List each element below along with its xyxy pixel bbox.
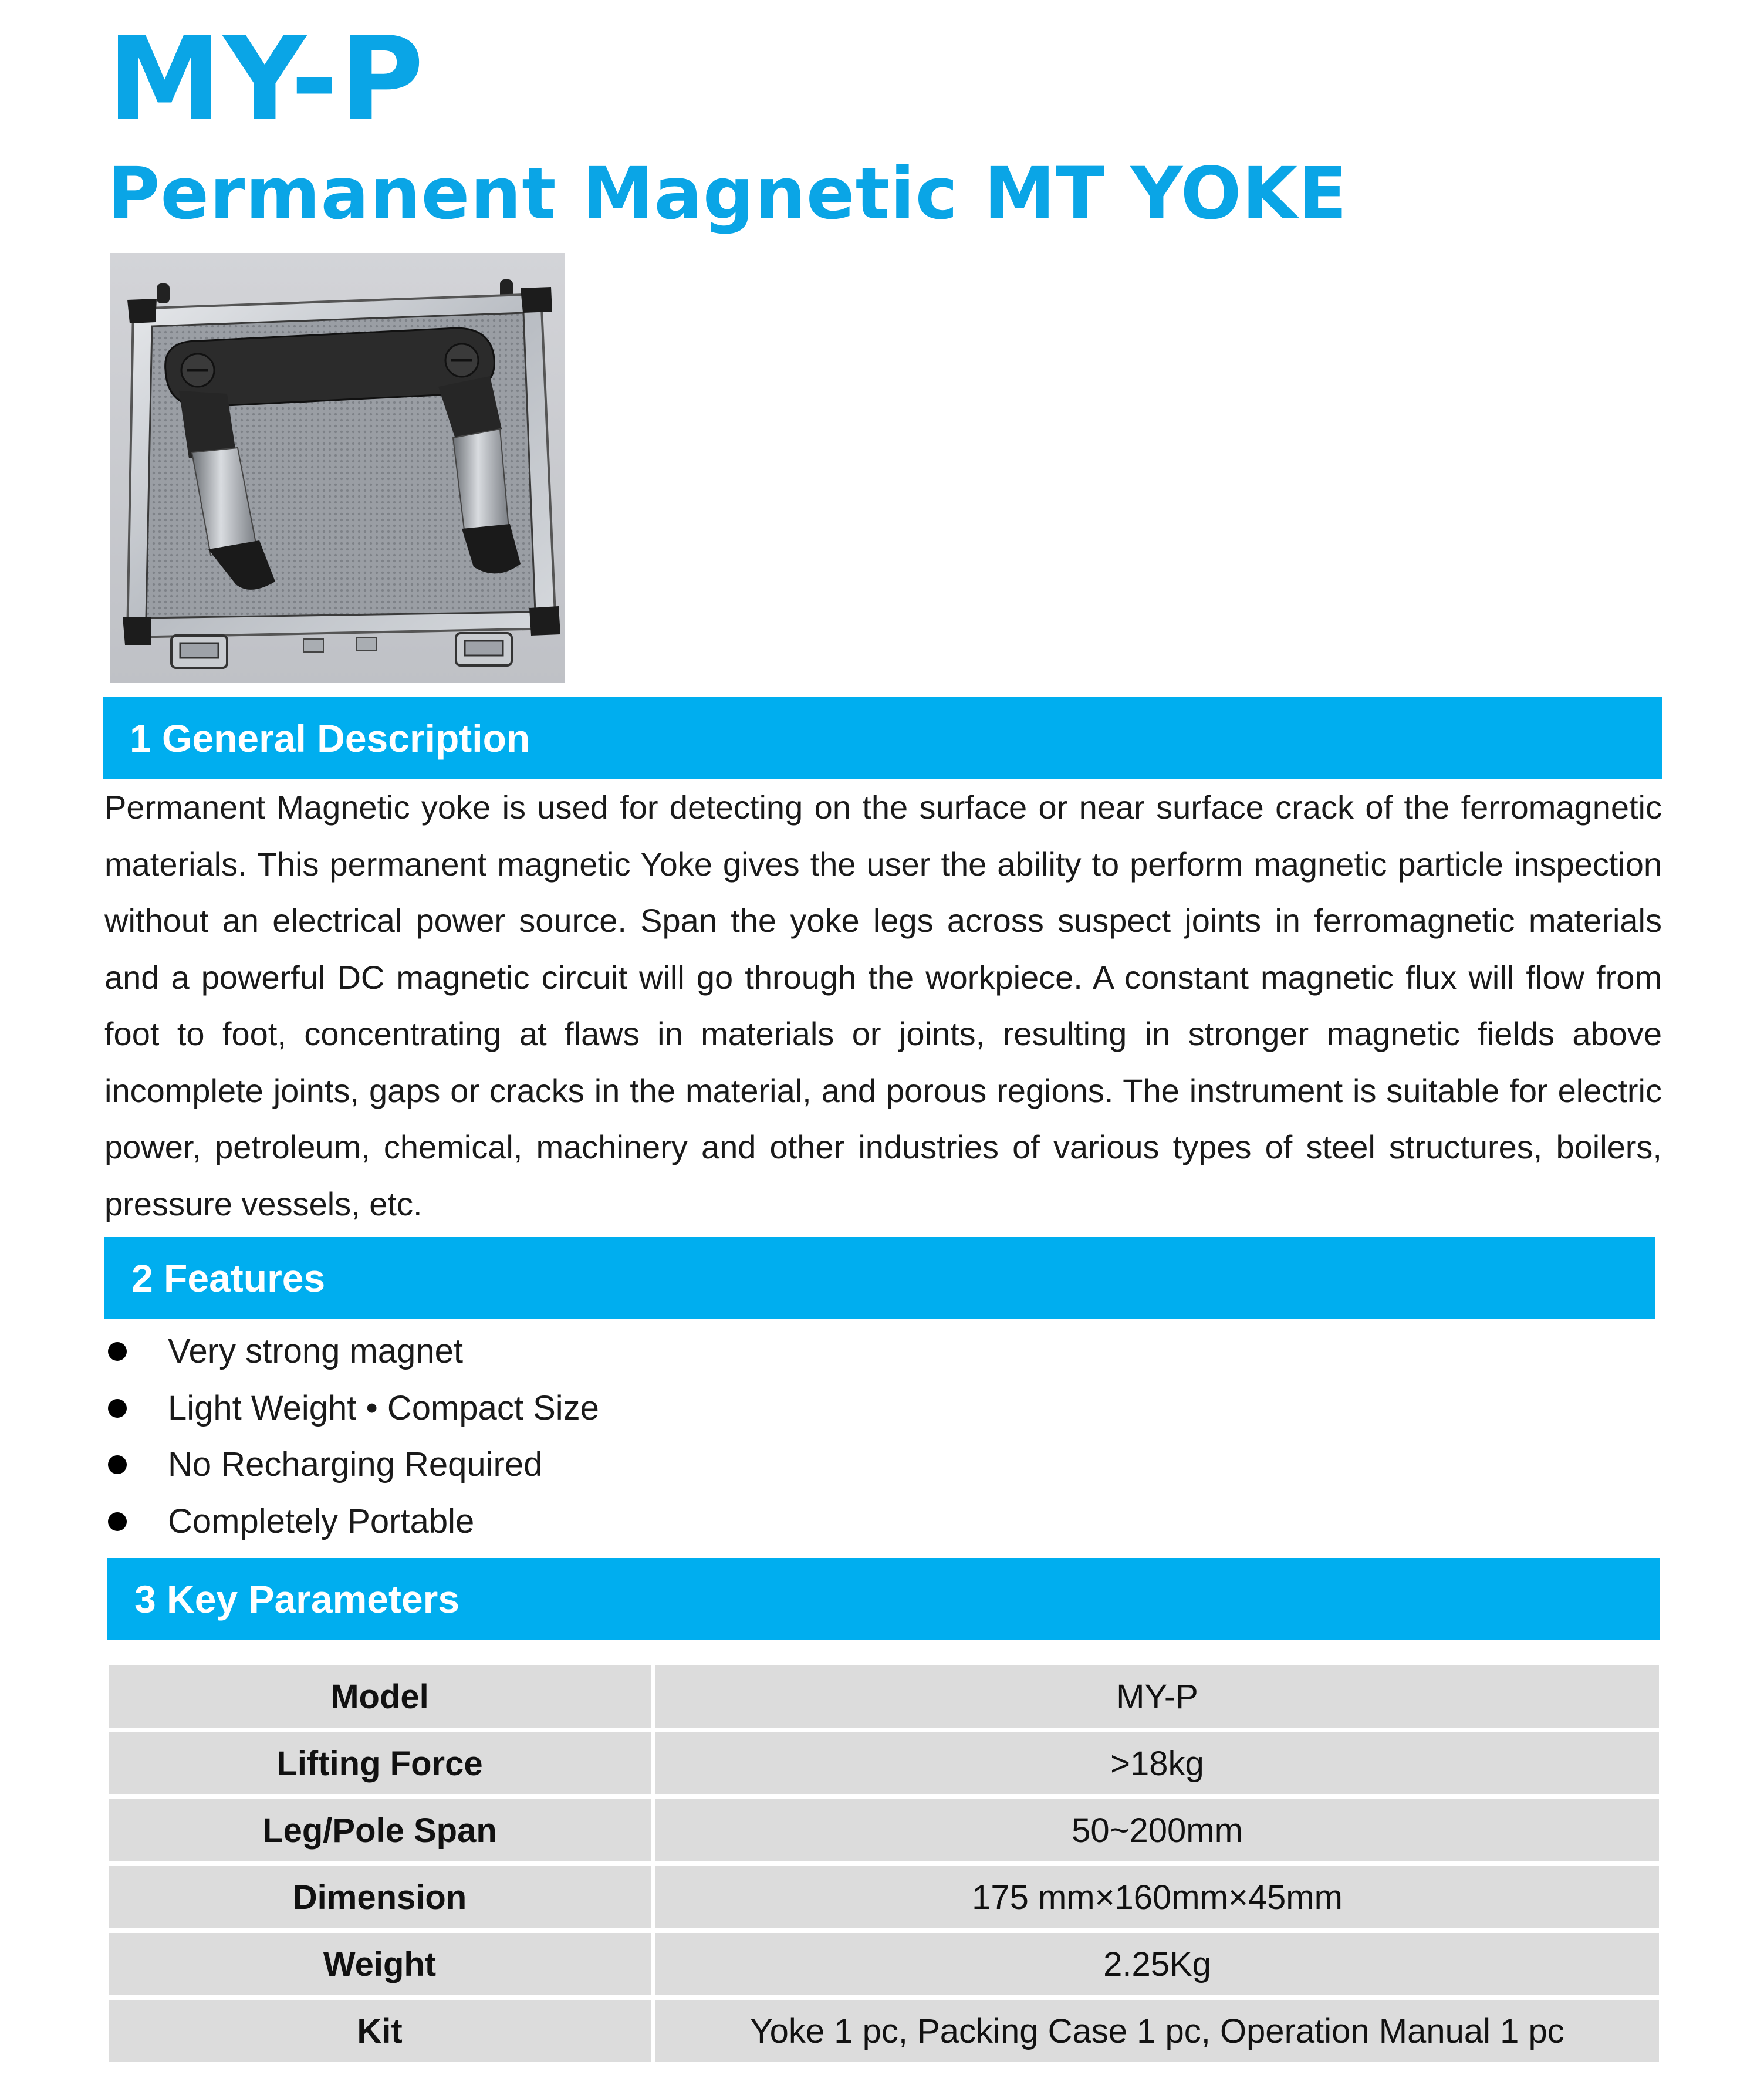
feature-label: Light Weight • Compact Size xyxy=(168,1388,599,1427)
param-key: Kit xyxy=(109,1998,653,2062)
param-key: Weight xyxy=(109,1931,653,1998)
param-value: >18kg xyxy=(653,1730,1659,1797)
model-title: MY-P xyxy=(107,12,425,146)
param-key: Lifting Force xyxy=(109,1730,653,1797)
product-photo xyxy=(110,253,565,683)
table-row xyxy=(109,1998,1659,2062)
list-item xyxy=(104,1323,599,1380)
section-heading-general-description: 1 General Description xyxy=(103,697,1662,779)
table-row xyxy=(109,1864,1659,1931)
param-value: Yoke 1 pc, Packing Case 1 pc, Operation Manual 1 pc xyxy=(653,1998,1659,2062)
list-item xyxy=(104,1493,599,1550)
feature-label: Very strong magnet xyxy=(168,1332,463,1370)
features-list xyxy=(104,1323,599,1550)
table-row xyxy=(109,1797,1659,1864)
list-item xyxy=(104,1380,599,1437)
product-name: Permanent Magnetic MT YOKE xyxy=(107,152,1348,235)
param-value: 175 mm×160mm×45mm xyxy=(653,1864,1659,1931)
table-row xyxy=(109,1730,1659,1797)
feature-label: Completely Portable xyxy=(168,1502,475,1540)
bullet-icon xyxy=(108,1455,127,1474)
bullet-icon xyxy=(108,1399,127,1418)
table-row xyxy=(109,1931,1659,1998)
param-key: Model xyxy=(109,1665,653,1730)
key-parameters-table xyxy=(109,1665,1659,2062)
param-key: Leg/Pole Span xyxy=(109,1797,653,1864)
param-value: 50~200mm xyxy=(653,1797,1659,1864)
general-description-text: Permanent Magnetic yoke is used for detecting on the surface or near surface crack of the ferromagnetic materials. This permanent magnetic Yoke gives the user the ability to perform magnetic particle inspection without an electrical power source. Span the yoke legs across suspect joints in ferromagnetic materials and a powerful DC magnetic circuit will go through the workpiece. A constant magnetic flux will flow from foot to foot, concentrating at flaws in materials or joints, resulting in stronger magnetic fields above incomplete joints, gaps or cracks in the material, and porous regions. The instrument is suitable for electric power, petroleum, chemical, machinery and other industries of various types of steel structures, boilers, pressure vessels, etc. xyxy=(104,789,1662,1222)
feature-label: No Recharging Required xyxy=(168,1445,543,1483)
list-item xyxy=(104,1437,599,1493)
param-value: MY-P xyxy=(653,1665,1659,1730)
table-row xyxy=(109,1665,1659,1730)
bullet-icon xyxy=(108,1342,127,1361)
bullet-icon xyxy=(108,1512,127,1531)
param-value: 2.25Kg xyxy=(653,1931,1659,1998)
section-heading-key-parameters: 3 Key Parameters xyxy=(107,1558,1660,1640)
param-key: Dimension xyxy=(109,1864,653,1931)
section-heading-features: 2 Features xyxy=(104,1237,1655,1319)
